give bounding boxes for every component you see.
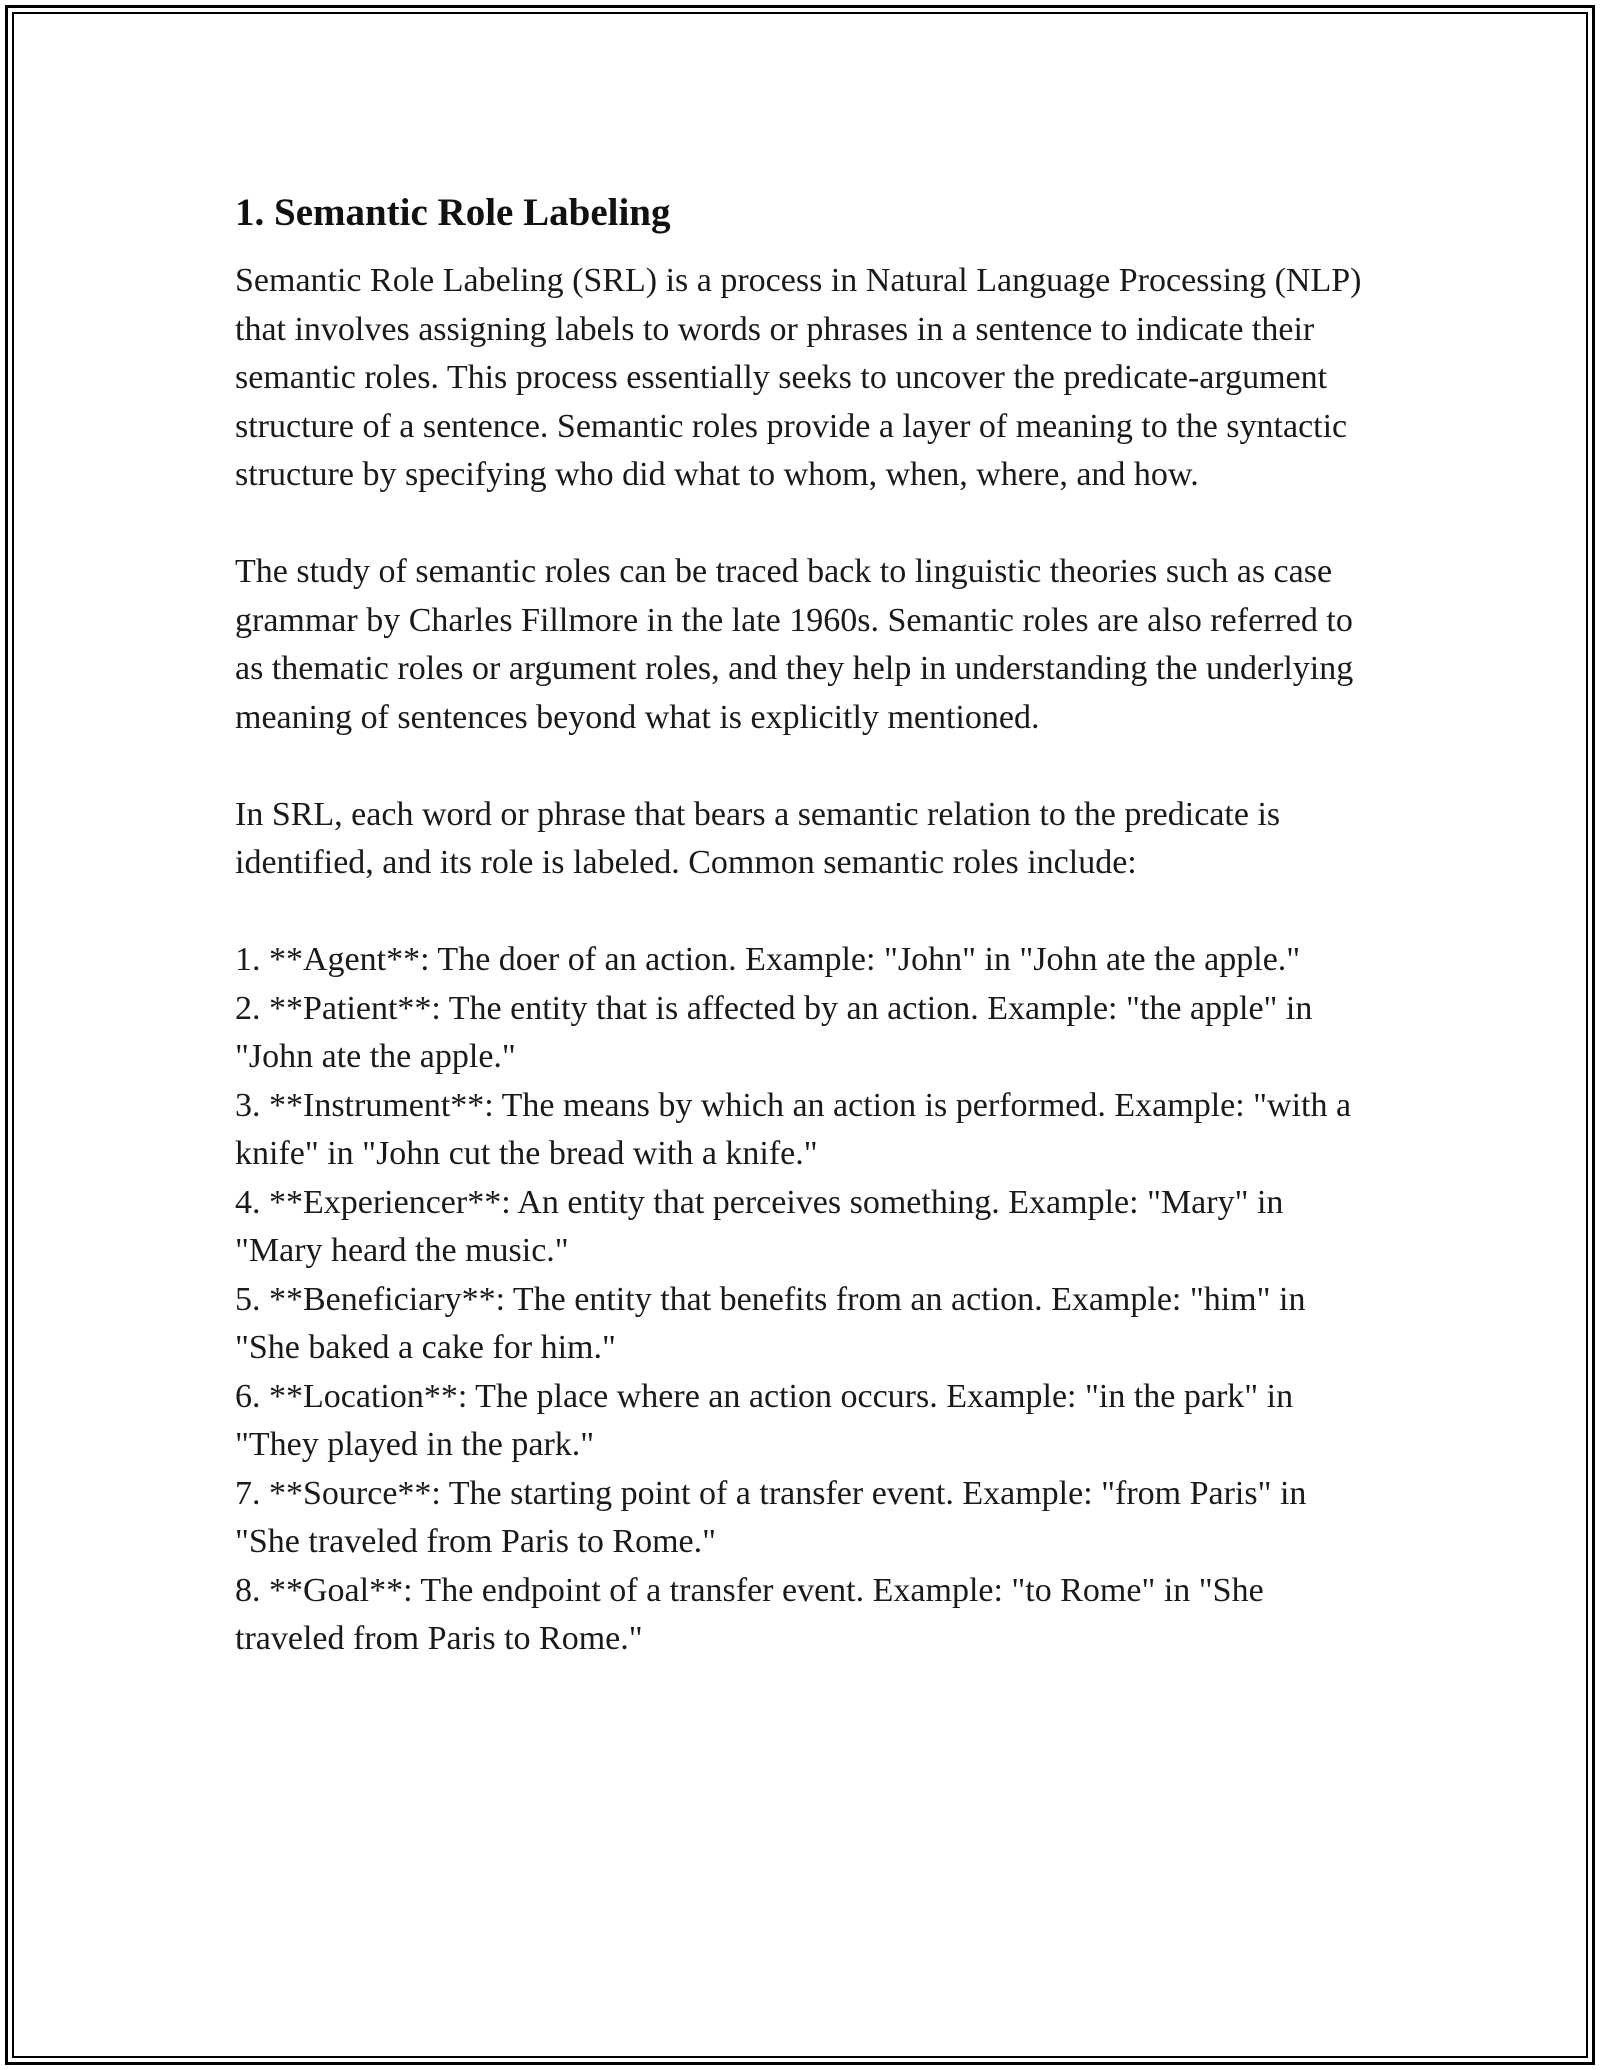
role-item-instrument: 3. **Instrument**: The means by which an action is performed. Example: "with a knife" in "John cut the bread with a knife." bbox=[235, 1086, 1352, 1172]
intro-paragraph: Semantic Role Labeling (SRL) is a process in Natural Language Processing (NLP) that involves assigning labels to words or phrases in a sentence to indicate their semantic roles. This process essentially seeks to uncover the predicate-argument structure of a sentence. Semantic roles provide a layer of meaning to the syntactic structure by specifying who did what to whom, when, where, and how. bbox=[235, 262, 1362, 493]
section-heading: 1. Semantic Role Labeling bbox=[235, 191, 671, 234]
role-item-experiencer: 4. **Experiencer**: An entity that perceives something. Example: "Mary" in "Mary heard the music." bbox=[235, 1183, 1284, 1269]
role-item-location: 6. **Location**: The place where an action occurs. Example: "in the park" in "They played in the park." bbox=[235, 1377, 1294, 1463]
semantic-roles-list bbox=[235, 936, 1370, 1664]
role-item-patient: 2. **Patient**: The entity that is affected by an action. Example: "the apple" in "John ate the apple." bbox=[235, 989, 1313, 1075]
paragraph-spacer bbox=[235, 500, 1370, 549]
document-body bbox=[235, 185, 1370, 1664]
role-item-source: 7. **Source**: The starting point of a transfer event. Example: "from Paris" in "She traveled from Paris to Rome." bbox=[235, 1474, 1307, 1560]
role-item-beneficiary: 5. **Beneficiary**: The entity that benefits from an action. Example: "him" in "She baked a cake for him." bbox=[235, 1280, 1306, 1366]
paragraph-spacer bbox=[235, 742, 1370, 791]
history-paragraph: The study of semantic roles can be traced back to linguistic theories such as case grammar by Charles Fillmore in the late 1960s. Semantic roles are also referred to as thematic roles or argument roles, and they help in understanding the underlying meaning of sentences beyond what is explicitly mentioned. bbox=[235, 553, 1354, 736]
srl-description-paragraph: In SRL, each word or phrase that bears a semantic relation to the predicate is identified, and its role is labeled. Common semantic roles include: bbox=[235, 795, 1281, 881]
paragraph-spacer bbox=[235, 888, 1370, 937]
role-item-goal: 8. **Goal**: The endpoint of a transfer event. Example: "to Rome" in "She traveled from Paris to Rome." bbox=[235, 1571, 1264, 1657]
role-item-agent: 1. **Agent**: The doer of an action. Example: "John" in "John ate the apple." bbox=[235, 941, 1301, 978]
